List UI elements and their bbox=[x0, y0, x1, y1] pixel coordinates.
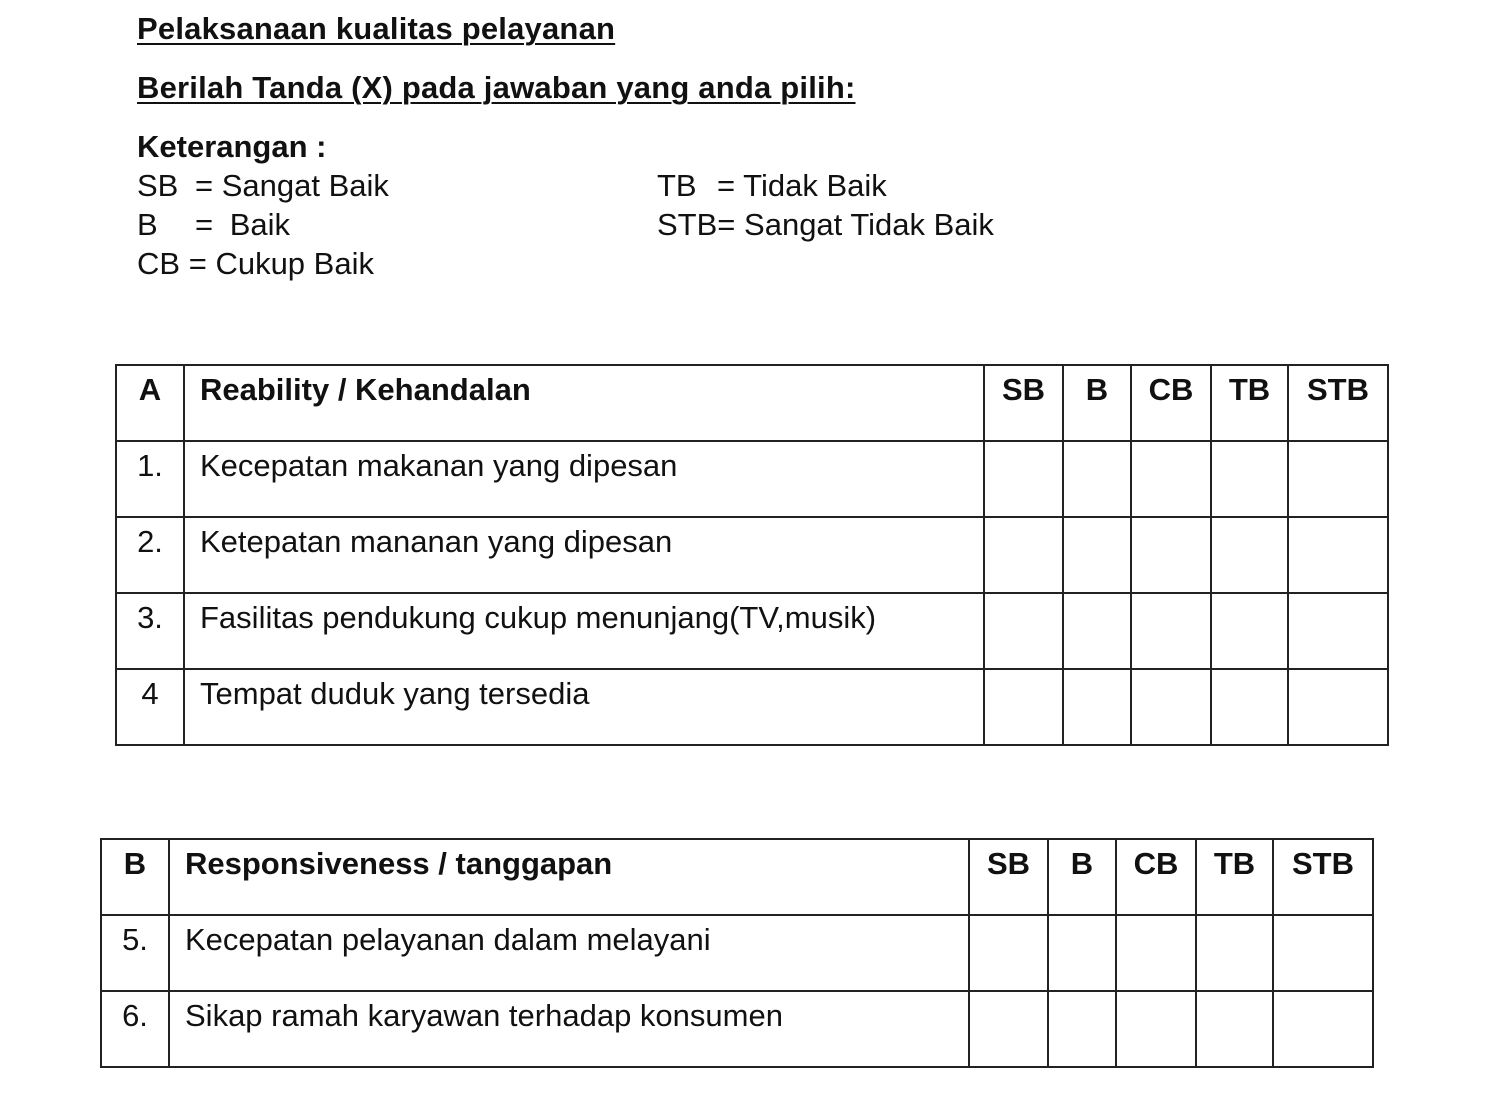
legend-meaning: Sangat Tidak Baik bbox=[744, 207, 994, 242]
rating-cell-tb[interactable] bbox=[1211, 669, 1288, 745]
item-number: 4 bbox=[116, 669, 184, 745]
rating-cell-cb[interactable] bbox=[1131, 441, 1211, 517]
rating-cell-sb[interactable] bbox=[969, 991, 1048, 1067]
item-number: 6. bbox=[101, 991, 169, 1067]
rating-cell-sb[interactable] bbox=[984, 669, 1063, 745]
item-text: Ketepatan mananan yang dipesan bbox=[184, 517, 984, 593]
item-number: 2. bbox=[116, 517, 184, 593]
rating-cell-tb[interactable] bbox=[1196, 991, 1273, 1067]
rating-cell-stb[interactable] bbox=[1273, 915, 1373, 991]
legend-meaning: Sangat Baik bbox=[221, 168, 389, 203]
column-header-sb: SB bbox=[984, 365, 1063, 441]
rating-cell-stb[interactable] bbox=[1288, 669, 1388, 745]
rating-cell-sb[interactable] bbox=[969, 915, 1048, 991]
rating-cell-stb[interactable] bbox=[1273, 991, 1373, 1067]
legend-code: TB bbox=[657, 168, 697, 203]
legend-code: B bbox=[137, 207, 158, 242]
legend-code: STB bbox=[657, 207, 718, 242]
legend-sep: = bbox=[195, 168, 214, 203]
instruction-text: Berilah Tanda (X) pada jawaban yang anda pilih: bbox=[137, 70, 856, 105]
column-header-cb: CB bbox=[1131, 365, 1211, 441]
table-row bbox=[116, 593, 1388, 669]
legend-sep: = bbox=[717, 168, 736, 203]
section-title: Reability / Kehandalan bbox=[184, 365, 984, 441]
item-text: Sikap ramah karyawan terhadap konsumen bbox=[169, 991, 969, 1067]
legend-meaning: Baik bbox=[229, 207, 291, 242]
rating-cell-b[interactable] bbox=[1048, 915, 1116, 991]
rating-cell-sb[interactable] bbox=[984, 441, 1063, 517]
rating-cell-sb[interactable] bbox=[984, 517, 1063, 593]
rating-cell-stb[interactable] bbox=[1288, 441, 1388, 517]
legend-meaning: Cukup Baik bbox=[215, 246, 374, 281]
rating-cell-cb[interactable] bbox=[1131, 593, 1211, 669]
column-header-b: B bbox=[1048, 839, 1116, 915]
column-header-stb: STB bbox=[1273, 839, 1373, 915]
column-header-cb: CB bbox=[1116, 839, 1196, 915]
column-header-tb: TB bbox=[1196, 839, 1273, 915]
item-text: Kecepatan pelayanan dalam melayani bbox=[169, 915, 969, 991]
item-number: 3. bbox=[116, 593, 184, 669]
table-row bbox=[116, 441, 1388, 517]
rating-cell-tb[interactable] bbox=[1196, 915, 1273, 991]
item-number: 1. bbox=[116, 441, 184, 517]
table-header-row bbox=[101, 839, 1373, 915]
legend-item-stb bbox=[657, 207, 994, 243]
rating-cell-b[interactable] bbox=[1063, 441, 1131, 517]
column-header-tb: TB bbox=[1211, 365, 1288, 441]
table-row bbox=[101, 991, 1373, 1067]
rating-cell-cb[interactable] bbox=[1131, 669, 1211, 745]
column-header-stb: STB bbox=[1288, 365, 1388, 441]
rating-cell-tb[interactable] bbox=[1211, 441, 1288, 517]
item-text: Fasilitas pendukung cukup menunjang(TV,musik) bbox=[184, 593, 984, 669]
legend-item-cb bbox=[137, 246, 374, 282]
rating-cell-sb[interactable] bbox=[984, 593, 1063, 669]
column-header-sb: SB bbox=[969, 839, 1048, 915]
table-section-b bbox=[100, 838, 1374, 1068]
legend-code: CB bbox=[137, 246, 181, 281]
rating-cell-tb[interactable] bbox=[1211, 517, 1288, 593]
section-letter: A bbox=[116, 365, 184, 441]
rating-cell-b[interactable] bbox=[1063, 593, 1131, 669]
item-text: Kecepatan makanan yang dipesan bbox=[184, 441, 984, 517]
rating-cell-stb[interactable] bbox=[1288, 593, 1388, 669]
legend-sep: = bbox=[717, 207, 736, 242]
table-row bbox=[101, 915, 1373, 991]
column-header-b: B bbox=[1063, 365, 1131, 441]
rating-cell-cb[interactable] bbox=[1116, 915, 1196, 991]
rating-cell-b[interactable] bbox=[1063, 517, 1131, 593]
item-number: 5. bbox=[101, 915, 169, 991]
legend-code: SB bbox=[137, 168, 179, 203]
legend-item-b bbox=[137, 207, 290, 243]
legend-heading: Keterangan : bbox=[137, 129, 327, 164]
legend-sep: = bbox=[188, 246, 207, 281]
legend-item-tb bbox=[657, 168, 887, 204]
section-title: Responsiveness / tanggapan bbox=[169, 839, 969, 915]
rating-cell-b[interactable] bbox=[1048, 991, 1116, 1067]
legend-meaning: Tidak Baik bbox=[743, 168, 887, 203]
rating-cell-tb[interactable] bbox=[1211, 593, 1288, 669]
section-letter: B bbox=[101, 839, 169, 915]
legend-item-sb bbox=[137, 168, 389, 204]
rating-cell-b[interactable] bbox=[1063, 669, 1131, 745]
table-header-row bbox=[116, 365, 1388, 441]
table-row bbox=[116, 669, 1388, 745]
table-row bbox=[116, 517, 1388, 593]
rating-cell-stb[interactable] bbox=[1288, 517, 1388, 593]
table-section-a bbox=[115, 364, 1389, 746]
page-title: Pelaksanaan kualitas pelayanan bbox=[137, 11, 616, 46]
rating-cell-cb[interactable] bbox=[1116, 991, 1196, 1067]
item-text: Tempat duduk yang tersedia bbox=[184, 669, 984, 745]
rating-cell-cb[interactable] bbox=[1131, 517, 1211, 593]
legend-sep: = bbox=[195, 207, 214, 242]
